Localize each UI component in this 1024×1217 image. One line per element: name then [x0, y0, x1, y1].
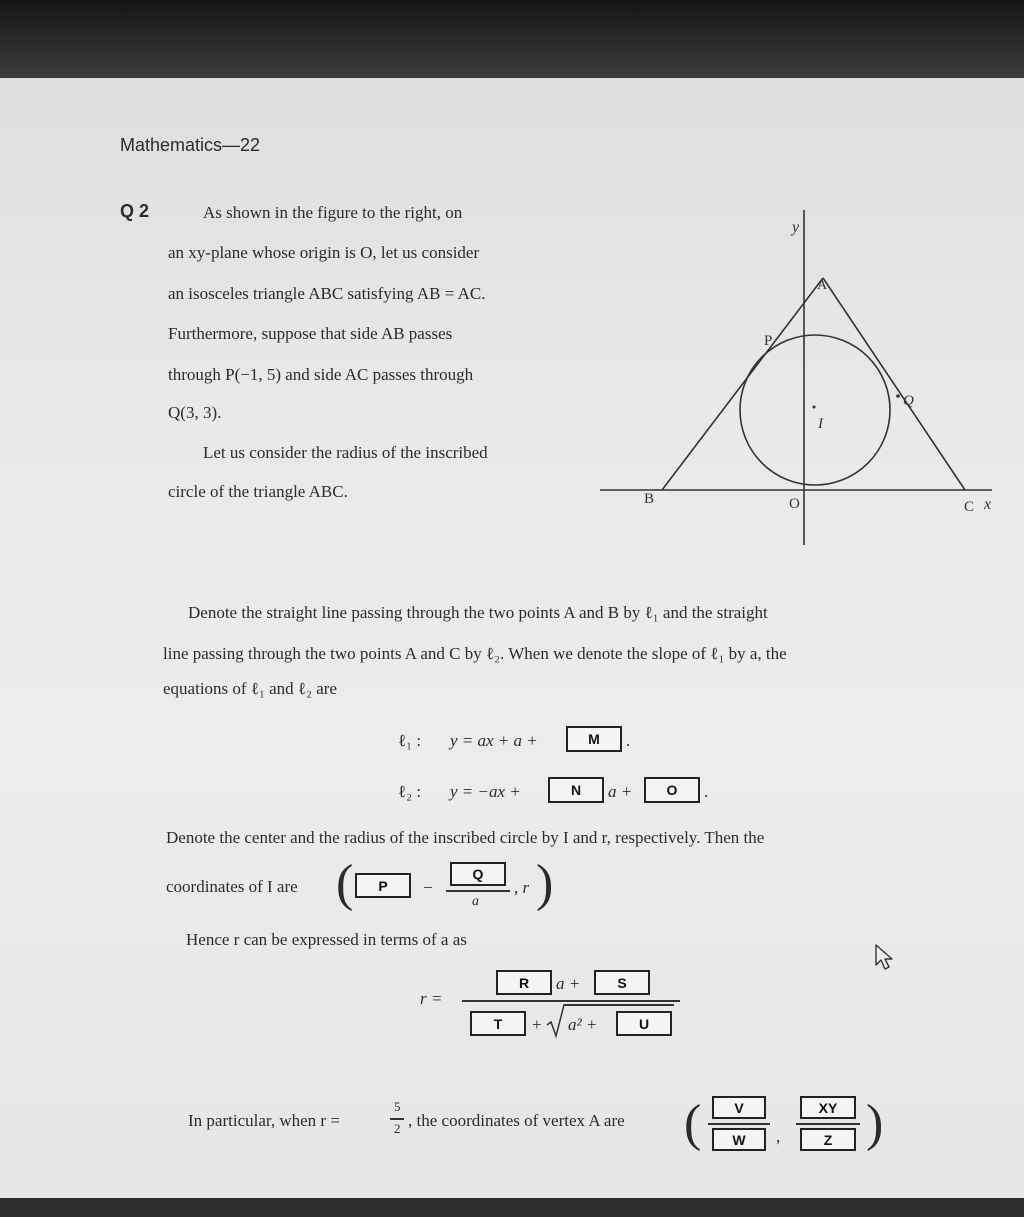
answer-box-p[interactable]: P — [355, 873, 411, 898]
monitor-bezel-top — [0, 0, 1024, 78]
sqrt-bar — [564, 1004, 674, 1006]
denote-line-3: equations of ℓ₁ and ℓ₂ are — [163, 679, 338, 698]
eq2-label: ℓ₂ : — [398, 782, 422, 801]
answer-box-t[interactable]: T — [470, 1011, 526, 1036]
point-q-dot — [896, 394, 900, 398]
question-number: Q 2 — [120, 201, 150, 221]
triangle-figure — [600, 200, 1000, 560]
center-point-i — [813, 406, 816, 409]
answer-box-z[interactable]: Z — [800, 1128, 856, 1151]
fraction-bar-q — [446, 890, 510, 892]
r-num-mid: a + — [556, 974, 581, 993]
answer-box-m[interactable]: M — [566, 726, 622, 752]
intro-line-6: Q(3, 3). — [168, 403, 222, 422]
fraction-bar-v — [708, 1123, 770, 1125]
center-line-2: coordinates of I are — [166, 877, 298, 896]
label-p: P — [764, 333, 773, 349]
page-header: Mathematics—22 — [120, 135, 261, 155]
answer-box-s[interactable]: S — [594, 970, 650, 995]
answer-box-r[interactable]: R — [496, 970, 552, 995]
answer-box-q[interactable]: Q — [450, 862, 506, 886]
label-c: C — [964, 499, 975, 515]
right-paren-a: ) — [866, 1095, 884, 1152]
intro-line-1: As shown in the figure to the right, on — [203, 203, 463, 222]
sqrt-sign — [546, 1003, 566, 1039]
label-a: A — [817, 278, 828, 293]
answer-box-n[interactable]: N — [548, 777, 604, 803]
intro-line-5: through P(−1, 5) and side AC passes through — [168, 365, 474, 384]
particular-text-2: , the coordinates of vertex A are — [408, 1111, 625, 1130]
answer-box-w[interactable]: W — [712, 1128, 766, 1151]
r-value-denominator: 2 — [394, 1121, 401, 1136]
consider-line-2: circle of the triangle ABC. — [168, 482, 348, 501]
inscribed-circle — [740, 335, 890, 485]
eq1-end: . — [626, 731, 631, 750]
mouse-pointer-icon — [873, 943, 901, 973]
left-paren-a: ( — [684, 1095, 702, 1152]
label-i: I — [818, 416, 823, 432]
right-paren-i: ) — [536, 855, 554, 912]
x-axis-label: x — [984, 496, 992, 513]
r-value-numerator: 5 — [394, 1099, 401, 1114]
center-minus: − — [423, 878, 433, 897]
fraction-bar-xy — [796, 1123, 860, 1125]
sqrt-argument: a² + — [568, 1015, 598, 1034]
y-axis-label: y — [792, 219, 800, 236]
side-ab — [662, 278, 823, 490]
answer-box-u[interactable]: U — [616, 1011, 672, 1036]
eq2-expression: y = −ax + — [450, 782, 521, 801]
label-q: Q — [903, 393, 914, 409]
intro-line-2: an xy-plane whose origin is O, let us consider — [168, 243, 480, 262]
coord-comma: , — [776, 1127, 781, 1146]
hence-line: Hence r can be expressed in terms of a as — [186, 930, 467, 949]
eq2-mid: a + — [608, 782, 633, 801]
r-den-plus: + — [532, 1015, 542, 1034]
monitor-bezel-bottom — [0, 1198, 1024, 1217]
label-b: B — [644, 491, 655, 507]
answer-box-xy[interactable]: XY — [800, 1096, 856, 1119]
intro-line-4: Furthermore, suppose that side AB passes — [168, 324, 453, 343]
answer-box-v[interactable]: V — [712, 1096, 766, 1119]
consider-line-1: Let us consider the radius of the inscribed — [203, 443, 488, 462]
denote-line-2: line passing through the two points A and C by ℓ₂. When we denote the slope of ℓ₁ by a, the — [163, 644, 787, 663]
eq2-end: . — [704, 782, 709, 801]
side-ac — [823, 278, 965, 490]
r-value-bar — [390, 1118, 404, 1120]
center-line-1: Denote the center and the radius of the inscribed circle by I and r, respectively. Then the — [166, 828, 765, 847]
answer-box-o[interactable]: O — [644, 777, 700, 803]
eq1-label: ℓ₁ : — [398, 731, 422, 750]
intro-line-3: an isosceles triangle ABC satisfying AB = AC. — [168, 284, 486, 303]
eq1-expression: y = ax + a + — [450, 731, 538, 750]
denote-line-1: Denote the straight line passing through the two points A and B by ℓ₁ and the straight — [188, 603, 768, 622]
label-o: O — [789, 496, 800, 512]
left-paren-i: ( — [336, 855, 354, 912]
fraction-den-a: a — [472, 894, 479, 909]
particular-text-1: In particular, when r = — [188, 1111, 340, 1130]
fraction-bar-r — [462, 1000, 680, 1002]
r-equals: r = — [420, 989, 443, 1008]
center-r: , r — [514, 878, 530, 897]
